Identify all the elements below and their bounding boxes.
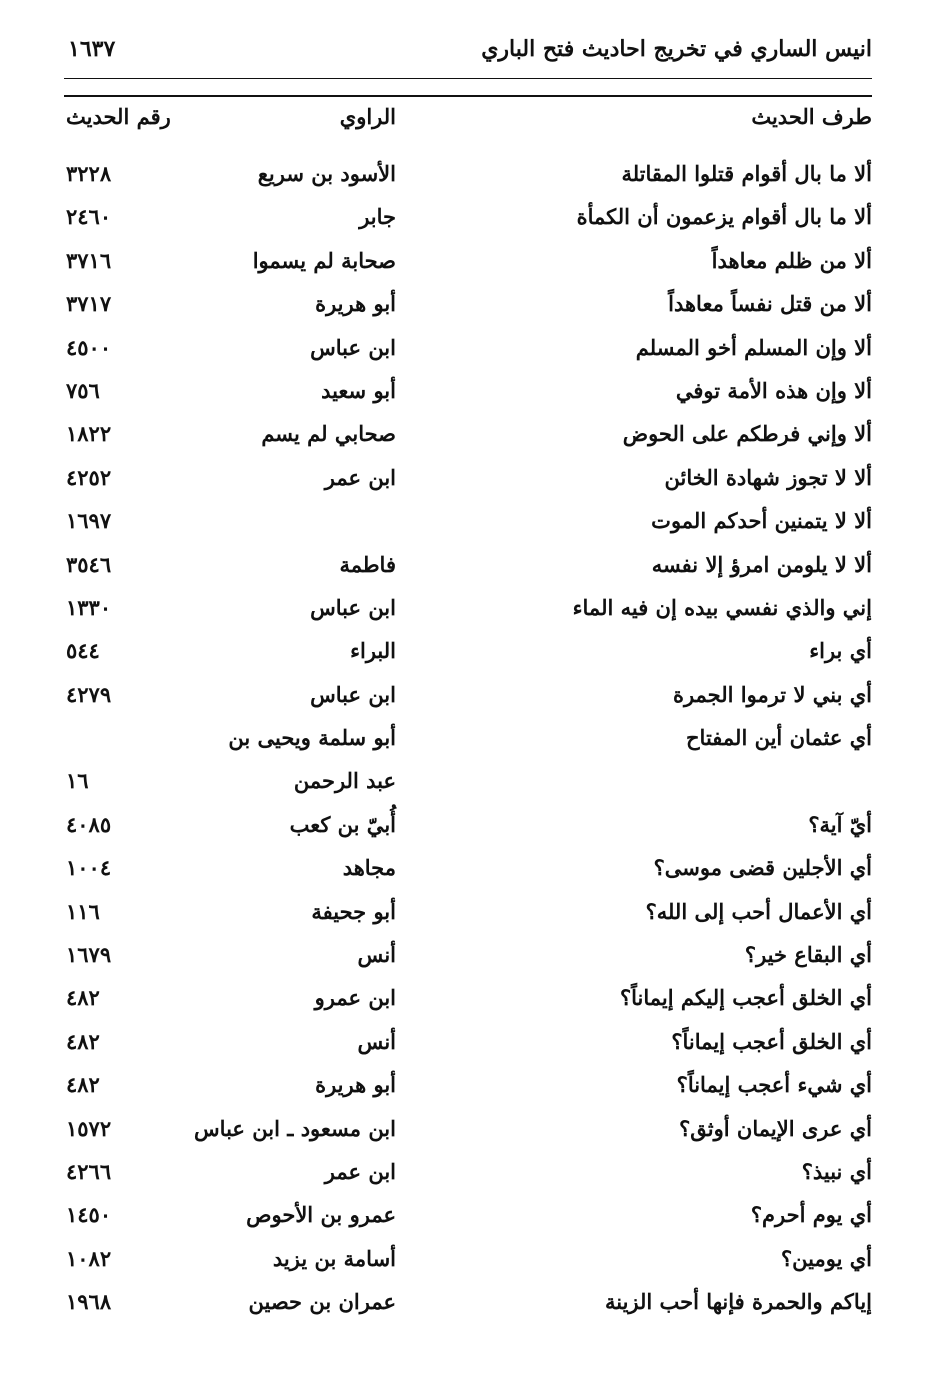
hadith-text: إياكم والحمرة فإنها أحب الزينة <box>604 1289 872 1315</box>
table-row <box>64 632 872 675</box>
hadith-number: ١٠٨٢ <box>66 1245 112 1271</box>
hadith-text: ألا من قتل نفساً معاهداً <box>668 291 872 317</box>
narrator: ابن عمرو <box>314 985 396 1011</box>
narrator: ابن مسعود ـ ابن عباس <box>194 1115 396 1141</box>
book-title: انيس الساري في تخريج احاديث فتح الباري <box>481 36 872 62</box>
hadith-number: ٣٥٤٦ <box>66 551 112 577</box>
table-row <box>64 893 872 936</box>
table-row <box>64 1196 872 1239</box>
table-row <box>64 459 872 502</box>
hadith-text: ألا لا يتمنين أحدكم الموت <box>651 508 872 534</box>
hadith-number: ٤٠٨٥ <box>66 811 112 837</box>
hadith-text: ألا وإن المسلم أخو المسلم <box>635 334 872 360</box>
hadith-text: أيّ آية؟ <box>808 811 872 837</box>
hadith-number: ٤٨٢ <box>66 985 100 1011</box>
table-row <box>64 155 872 198</box>
table-row <box>64 849 872 892</box>
table-row <box>64 329 872 372</box>
hadith-text: أي يوم أحرم؟ <box>750 1202 872 1228</box>
hadith-number: ٤٢٥٢ <box>66 464 112 490</box>
hadith-number: ١٥٧٢ <box>66 1115 112 1141</box>
narrator: البراء <box>350 638 396 664</box>
table-row <box>64 936 872 979</box>
hadith-number: ١٦ <box>66 768 89 794</box>
hadith-number: ٣٢٢٨ <box>66 161 112 186</box>
narrator: ابن عباس <box>310 334 396 360</box>
column-header-hadith: طرف الحديث <box>751 104 872 129</box>
table-row <box>64 415 872 458</box>
hadith-number: ١٦٩٧ <box>66 508 112 534</box>
column-header-narrator: الراوي <box>339 104 396 129</box>
narrator: ابن عباس <box>310 681 396 707</box>
table-row <box>64 546 872 589</box>
hadith-number: ١٦٧٩ <box>66 942 112 968</box>
narrator: أنس <box>357 1028 396 1054</box>
narrator: أنس <box>357 942 396 968</box>
narrator: أسامة بن يزيد <box>272 1245 396 1271</box>
narrator: الأسود بن سريع <box>257 161 396 186</box>
hadith-text: أي نبيذ؟ <box>801 1158 872 1184</box>
hadith-number: ٤٨٢ <box>66 1028 100 1054</box>
table-row <box>64 372 872 415</box>
table-row <box>64 502 872 545</box>
hadith-index-table <box>64 155 872 1327</box>
narrator: أبو هريرة <box>315 291 396 317</box>
narrator: أبو هريرة <box>315 1072 396 1098</box>
hadith-text: أي البقاع خير؟ <box>744 942 872 968</box>
hadith-text: أي عثمان أين المفتاح <box>686 725 872 751</box>
narrator: صحابي لم يسم <box>261 421 396 447</box>
hadith-text: أي عرى الإيمان أوثق؟ <box>679 1115 872 1141</box>
table-row <box>64 1023 872 1066</box>
hadith-text: ألا ما بال أقوام قتلوا المقاتلة <box>621 161 872 186</box>
hadith-number: ٤٥٠٠ <box>66 334 112 360</box>
table-row <box>64 762 872 805</box>
hadith-text: أي شيء أعجب إيماناً؟ <box>676 1072 872 1098</box>
narrator: ابن عباس <box>310 594 396 620</box>
hadith-text: ألا وإني فرطكم على الحوض <box>622 421 872 447</box>
narrator: عمرو بن الأحوص <box>246 1202 396 1228</box>
hadith-text: إني والذي نفسي بيده إن فيه الماء <box>572 594 872 620</box>
header-rule <box>64 78 872 79</box>
header-rule-thick <box>64 95 872 97</box>
narrator: عمران بن حصين <box>248 1289 396 1315</box>
table-row <box>64 676 872 719</box>
column-header-number: رقم الحديث <box>66 104 171 129</box>
narrator: صحابة لم يسموا <box>252 247 396 273</box>
hadith-text: ألا لا يلومن امرؤ إلا نفسه <box>651 551 872 577</box>
hadith-number: ٢٤٦٠ <box>66 204 112 230</box>
narrator: أبو جحيفة <box>311 898 396 924</box>
hadith-number: ٤٢٧٩ <box>66 681 112 707</box>
table-row <box>64 1110 872 1153</box>
hadith-number: ٧٥٦ <box>66 377 100 403</box>
hadith-number: ١٨٢٢ <box>66 421 112 447</box>
hadith-number: ١١٦ <box>66 898 100 924</box>
page-number: ١٦٣٧ <box>68 36 116 62</box>
narrator: أُبيّ بن كعب <box>289 811 396 837</box>
narrator: ابن عمر <box>324 464 396 490</box>
hadith-number: ٤٢٦٦ <box>66 1158 112 1184</box>
table-row <box>64 1153 872 1196</box>
narrator: فاطمة <box>339 551 396 577</box>
hadith-number: ٥٤٤ <box>66 638 100 664</box>
hadith-text: أي الأجلين قضى موسى؟ <box>653 855 872 881</box>
hadith-text: أي بني لا ترموا الجمرة <box>672 681 872 707</box>
table-row <box>64 1066 872 1109</box>
table-row <box>64 198 872 241</box>
hadith-number: ١٠٠٤ <box>66 855 112 881</box>
table-row <box>64 1240 872 1283</box>
table-row <box>64 285 872 328</box>
table-row <box>64 719 872 762</box>
hadith-text: أي يومين؟ <box>781 1245 872 1271</box>
column-headers <box>64 104 872 138</box>
hadith-number: ٤٨٢ <box>66 1072 100 1098</box>
hadith-text: أي الأعمال أحب إلى الله؟ <box>645 898 872 924</box>
hadith-number: ٣٧١٧ <box>66 291 112 317</box>
table-row <box>64 242 872 285</box>
hadith-text: أي الخلق أعجب إيماناً؟ <box>671 1028 872 1054</box>
hadith-number: ١٣٣٠ <box>66 594 112 620</box>
narrator: ابن عمر <box>324 1158 396 1184</box>
table-row <box>64 1283 872 1326</box>
table-row <box>64 979 872 1022</box>
running-header <box>64 36 872 72</box>
narrator: عبد الرحمن <box>293 768 396 794</box>
hadith-text: ألا ما بال أقوام يزعمون أن الكمأة <box>576 204 872 230</box>
hadith-text: ألا من ظلم معاهداً <box>711 247 872 273</box>
hadith-text: ألا لا تجوز شهادة الخائن <box>664 464 872 490</box>
hadith-text: أي براء <box>809 638 872 664</box>
narrator: مجاهد <box>342 855 396 881</box>
hadith-number: ٣٧١٦ <box>66 247 112 273</box>
hadith-number: ١٤٥٠ <box>66 1202 112 1228</box>
narrator: أبو سعيد <box>321 377 396 403</box>
hadith-text: ألا وإن هذه الأمة توفي <box>675 377 872 403</box>
narrator: جابر <box>359 204 396 230</box>
table-row <box>64 806 872 849</box>
narrator: أبو سلمة ويحيى بن <box>228 725 396 751</box>
hadith-text: أي الخلق أعجب إليكم إيماناً؟ <box>619 985 872 1011</box>
hadith-number: ١٩٦٨ <box>66 1289 112 1315</box>
table-row <box>64 589 872 632</box>
